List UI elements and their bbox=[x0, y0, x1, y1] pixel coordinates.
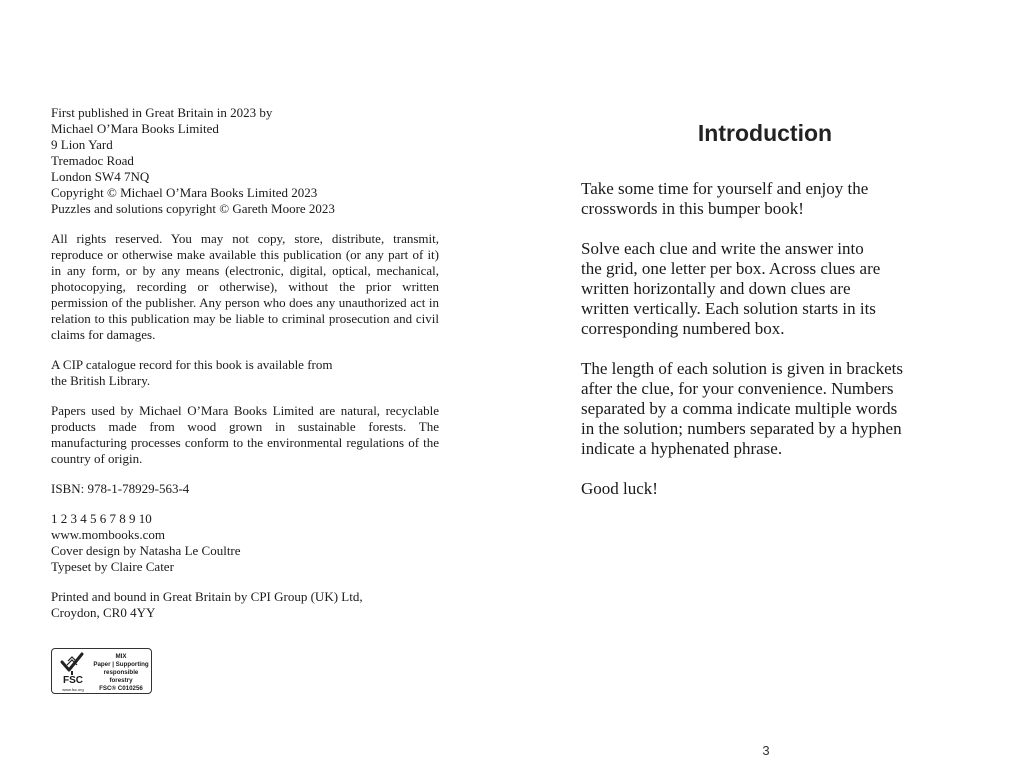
copyright-line: Puzzles and solutions copyright © Gareth Moore 2023 bbox=[51, 201, 335, 216]
cip-line: A CIP catalogue record for this book is available from bbox=[51, 357, 333, 372]
papers-paragraph: Papers used by Michael O’Mara Books Limited are natural, recyclable products made from wood grown in sustainable forests. The manufacturing processes conform to the environmental regulations of the country of origin. bbox=[51, 403, 439, 466]
printer-line: Croydon, CR0 4YY bbox=[51, 605, 156, 620]
copyright-line: Copyright © Michael O’Mara Books Limited 2023 bbox=[51, 185, 318, 200]
fsc-mark bbox=[56, 652, 88, 692]
introduction-page bbox=[510, 0, 1020, 780]
print-run-line: 1 2 3 4 5 6 7 8 9 10 bbox=[51, 511, 152, 526]
intro-line: the grid, one letter per box. Across clues are bbox=[581, 259, 881, 278]
cip-line: the British Library. bbox=[51, 373, 151, 388]
intro-line: written horizontally and down clues are bbox=[581, 279, 851, 298]
publisher-line: First published in Great Britain in 2023 by bbox=[51, 105, 273, 120]
intro-line: separated by a comma indicate multiple words bbox=[581, 399, 898, 418]
publisher-line: 9 Lion Yard bbox=[51, 137, 113, 152]
isbn-line: ISBN: 978-1-78929-563-4 bbox=[51, 481, 190, 496]
copyright-page bbox=[0, 0, 500, 780]
publisher-line: London SW4 7NQ bbox=[51, 169, 150, 184]
page-number: 3 bbox=[762, 743, 770, 758]
printer-line: Printed and bound in Great Britain by CPI Group (UK) Ltd, bbox=[51, 589, 363, 604]
typeset-line: Typeset by Claire Cater bbox=[51, 559, 174, 574]
intro-line: indicate a hyphenated phrase. bbox=[581, 439, 783, 458]
fsc-url: www.fsc.org bbox=[62, 687, 84, 692]
intro-line: after the clue, for your convenience. Numbers bbox=[581, 379, 894, 398]
intro-line: Solve each clue and write the answer into bbox=[581, 239, 864, 258]
fsc-line: responsible forestry bbox=[103, 669, 139, 684]
intro-line: written vertically. Each solution starts in its bbox=[581, 299, 876, 318]
introduction-text bbox=[581, 179, 951, 499]
fsc-logo bbox=[51, 648, 152, 694]
fsc-abbr: FSC bbox=[63, 675, 83, 686]
page-title: Introduction bbox=[697, 120, 833, 146]
fsc-label bbox=[92, 653, 150, 693]
cover-design-line: Cover design by Natasha Le Coultre bbox=[51, 543, 241, 558]
fsc-mix: MIX bbox=[115, 653, 127, 660]
fsc-code: FSC® C010256 bbox=[99, 685, 143, 692]
publisher-line: Michael O’Mara Books Limited bbox=[51, 121, 219, 136]
intro-line: Good luck! bbox=[581, 479, 658, 498]
website-line: www.mombooks.com bbox=[51, 527, 165, 542]
intro-line: crosswords in this bumper book! bbox=[581, 199, 804, 218]
publisher-line: Tremadoc Road bbox=[51, 153, 134, 168]
rights-paragraph: All rights reserved. You may not copy, store, distribute, transmit, reproduce or otherwise make available this publication (or any part of it) in any form, or by any means (electronic, digital, optical, mechanical, photocopying, recording or otherwise), without the prior written permission of the publisher. Any person who does any unauthorized act in relation to this publication may be liable to criminal prosecution and civil claims for damages. bbox=[51, 231, 439, 342]
intro-line: in the solution; numbers separated by a hyphen bbox=[581, 419, 902, 438]
imprint-text bbox=[51, 105, 439, 621]
intro-line: Take some time for yourself and enjoy the bbox=[581, 179, 869, 198]
intro-line: The length of each solution is given in brackets bbox=[581, 359, 903, 378]
fsc-tree-checkmark-icon bbox=[59, 652, 85, 676]
fsc-line: Paper | Supporting bbox=[93, 661, 149, 668]
intro-line: corresponding numbered box. bbox=[581, 319, 785, 338]
